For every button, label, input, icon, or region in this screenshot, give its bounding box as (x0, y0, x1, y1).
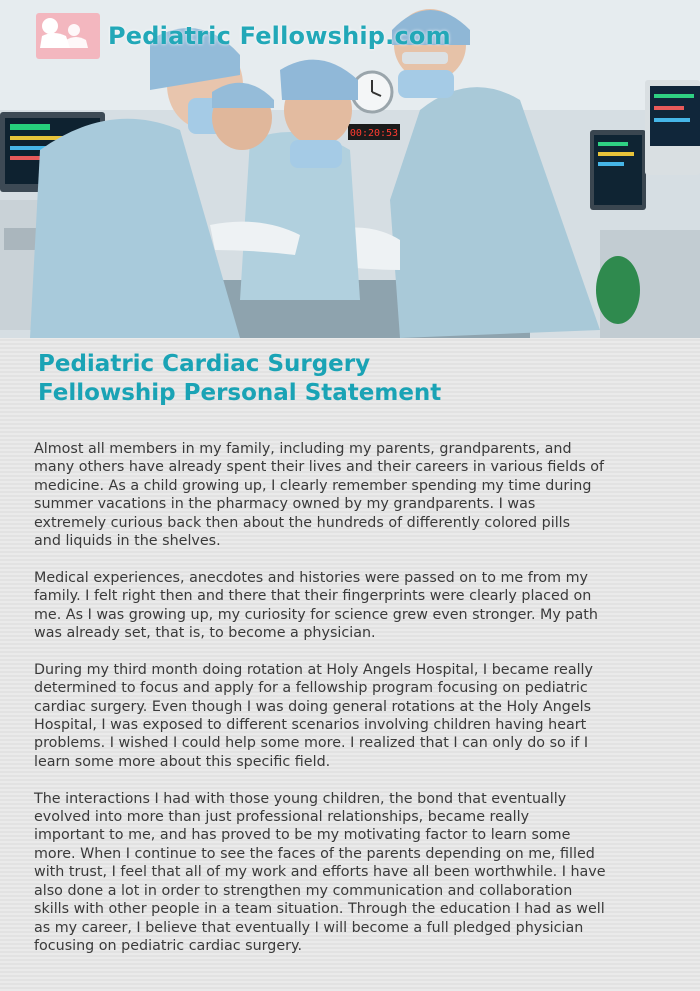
title-line: Fellowship Personal Statement (38, 380, 442, 406)
paragraph-2 (34, 569, 674, 643)
text-line: family. I felt right then and there that their fingerprints were clearly placed on (34, 588, 592, 605)
text-line: During my third month doing rotation at Holy Angels Hospital, I became really (34, 661, 593, 678)
text-line: learn some more about this specific field. (34, 753, 331, 770)
title-line: Pediatric Cardiac Surgery (38, 351, 371, 377)
text-line: with trust, I feel that all of my work and efforts have all been worthwhile. I have (34, 864, 606, 881)
brand[interactable] (36, 12, 451, 60)
text-line: cardiac surgery. Even though I was doing general rotations at the Holy Angels (34, 698, 592, 715)
text-line: extremely curious back then about the hundreds of differently colored pills (34, 514, 571, 531)
text-line: also done a lot in order to strengthen my communication and collaboration (34, 882, 573, 899)
page-title (38, 350, 441, 408)
text-line: summer vacations in the pharmacy owned by my grandparents. I was (34, 496, 536, 513)
hero-image (0, 0, 700, 338)
site-name[interactable]: Pediatric Fellowship.com (108, 22, 451, 50)
text-line: Medical experiences, anecdotes and histories were passed on to me from my (34, 569, 588, 586)
digital-timer (348, 124, 400, 140)
text-line: problems. I wished I could help some more. I realized that I can only do so if I (34, 735, 589, 752)
text-line: evolved into more than just professional relationships, became really (34, 809, 530, 826)
paragraph-1 (34, 440, 674, 550)
text-line: and liquids in the shelves. (34, 533, 221, 550)
text-line: important to me, and has proved to be my motivating factor to learn some (34, 827, 571, 844)
text-line: was already set, that is, to become a physician. (34, 625, 376, 642)
text-line: skills with other people in a team situation. Through the education I had as well (34, 901, 605, 918)
text-line: determined to focus and apply for a fellowship program focusing on pediatric (34, 680, 588, 697)
text-line: Hospital, I was exposed to different scenarios involving children having heart (34, 717, 587, 734)
statement-body (34, 440, 674, 974)
text-line: many others have already spent their lives and their careers in various fields of (34, 459, 604, 476)
text-line: The interactions I had with those young children, the bond that eventually (34, 790, 567, 807)
paragraph-3 (34, 661, 674, 771)
baby-logo-icon (36, 13, 100, 59)
paragraph-4 (34, 790, 674, 956)
text-line: more. When I continue to see the faces of the parents depending on me, filled (34, 845, 595, 862)
text-line: Almost all members in my family, including my parents, grandparents, and (34, 441, 572, 457)
text-line: me. As I was growing up, my curiosity for science grew even stronger. My path (34, 606, 598, 623)
text-line: medicine. As a child growing up, I clearly remember spending my time during (34, 477, 592, 494)
text-line: focusing on pediatric cardiac surgery. (34, 937, 303, 954)
statement-content (0, 338, 700, 991)
timer-readout: 00:20:53 (349, 128, 399, 139)
text-line: as my career, I believe that eventually I will become a full pledged physician (34, 919, 584, 936)
